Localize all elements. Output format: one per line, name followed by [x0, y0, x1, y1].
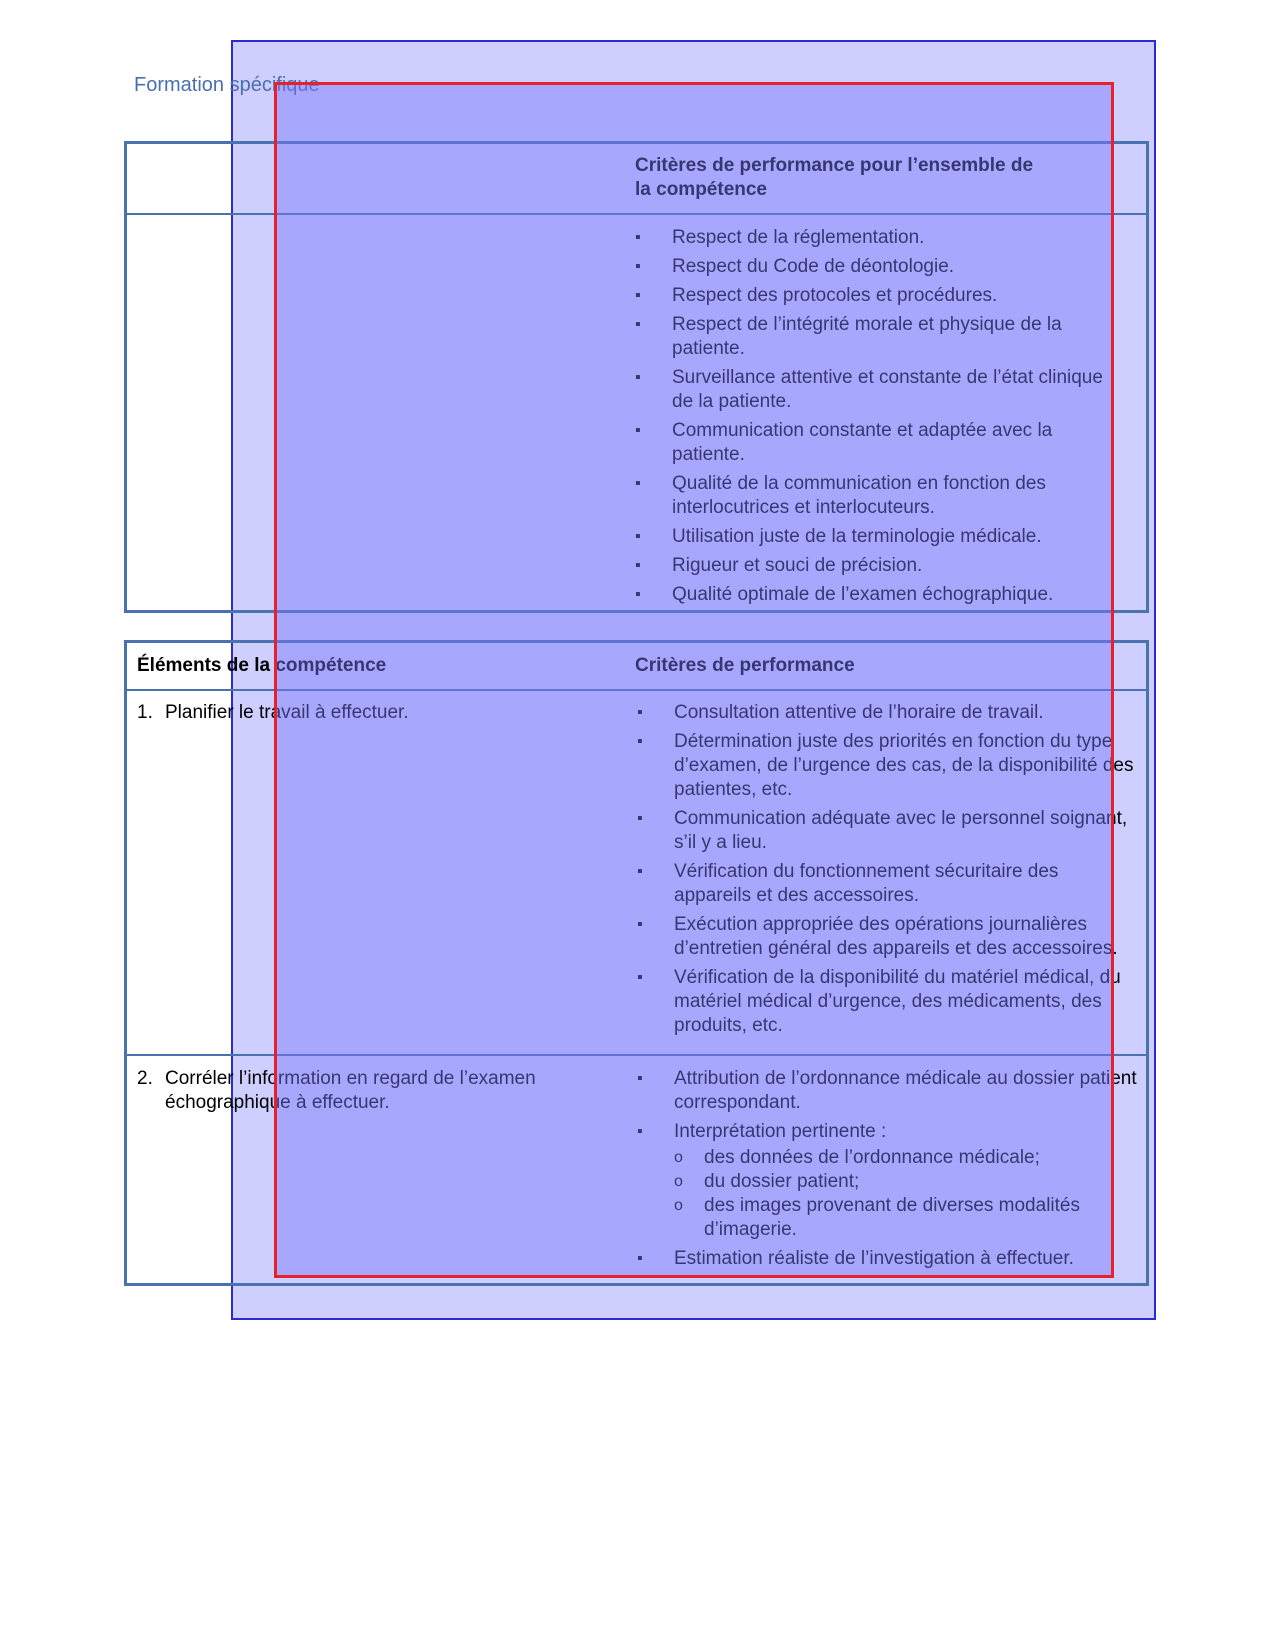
- element-text: [137, 701, 617, 725]
- criteria-list: [637, 1067, 1138, 1271]
- row-divider: [127, 1054, 1146, 1056]
- criteria-overall-table: [124, 141, 1149, 613]
- list-item: ▪ Qualité de la communication en fonction des interlocutrices et interlocuteurs.: [635, 472, 1126, 520]
- list-item: ▪ Attribution de l’ordonnance médicale au dossier patient correspondant.: [637, 1067, 1138, 1115]
- element-cell-2: [137, 1067, 617, 1115]
- competence-elements-table: [124, 640, 1149, 1286]
- list-item: ▪ Respect des protocoles et procédures.: [635, 284, 1126, 308]
- list-item-label: Interprétation pertinente :: [674, 1121, 887, 1142]
- element-text: [137, 1067, 617, 1115]
- element-label: Corréler l’information en regard de l’examen échographique à effectuer.: [165, 1068, 536, 1113]
- criteria-cell-1: [637, 701, 1138, 1043]
- list-item: ▪ Surveillance attentive et constante de l’état clinique de la patiente.: [635, 366, 1126, 414]
- criteria-list: [635, 226, 1126, 607]
- table-header-row: [127, 643, 1146, 691]
- list-item: ▪ Exécution appropriée des opérations journalières d’entretien général des appareils et des accessoires.: [637, 913, 1138, 961]
- list-item: ▪ Communication adéquate avec le personnel soignant, s’il y a lieu.: [637, 807, 1138, 855]
- list-item: ▪ Vérification de la disponibilité du matériel médical, du matériel médical d’urgence, des médicaments, des produits, etc.: [637, 966, 1138, 1038]
- criteria-overall-header: Critères de performance pour l’ensemble de la compétence: [635, 155, 1034, 200]
- list-item: ▪ Respect de la réglementation.: [635, 226, 1126, 250]
- section-title: Formation spécifique: [134, 74, 320, 96]
- sub-list-item: o du dossier patient;: [674, 1170, 1138, 1194]
- list-item: ▪ Qualité optimale de l’examen échographique.: [635, 583, 1126, 607]
- list-item: ▪ Communication constante et adaptée avec la patiente.: [635, 419, 1126, 467]
- sub-list-item: o des données de l’ordonnance médicale;: [674, 1146, 1138, 1170]
- criteria-header: Critères de performance: [635, 655, 855, 676]
- element-label: Planifier le travail à effectuer.: [165, 702, 409, 723]
- element-cell-1: [137, 701, 617, 725]
- element-number: 1.: [137, 702, 153, 723]
- list-item: ▪ Rigueur et souci de précision.: [635, 554, 1126, 578]
- list-item: ▪ Détermination juste des priorités en fonction du type d’examen, de l’urgence des cas, de la disponibilité des patientes, etc.: [637, 730, 1138, 802]
- sub-list-item: o des images provenant de diverses modalités d’imagerie.: [674, 1194, 1138, 1242]
- elements-header: Éléments de la compétence: [137, 655, 387, 676]
- list-item: ▪ Respect de l’intégrité morale et physique de la patiente.: [635, 313, 1126, 361]
- element-number: 2.: [137, 1068, 153, 1089]
- list-item: [637, 1120, 1138, 1242]
- list-item: ▪ Consultation attentive de l’horaire de travail.: [637, 701, 1138, 725]
- list-item: ▪ Utilisation juste de la terminologie médicale.: [635, 525, 1126, 549]
- list-item: ▪ Estimation réaliste de l’investigation à effectuer.: [637, 1247, 1138, 1271]
- list-item: ▪ Respect du Code de déontologie.: [635, 255, 1126, 279]
- table-header-row: [127, 144, 1146, 215]
- list-item: ▪ Vérification du fonctionnement sécuritaire des appareils et des accessoires.: [637, 860, 1138, 908]
- criteria-cell-2: [637, 1067, 1138, 1276]
- criteria-list: [637, 701, 1138, 1038]
- sub-criteria-list: [674, 1146, 1138, 1242]
- criteria-overall-cell: [635, 226, 1126, 612]
